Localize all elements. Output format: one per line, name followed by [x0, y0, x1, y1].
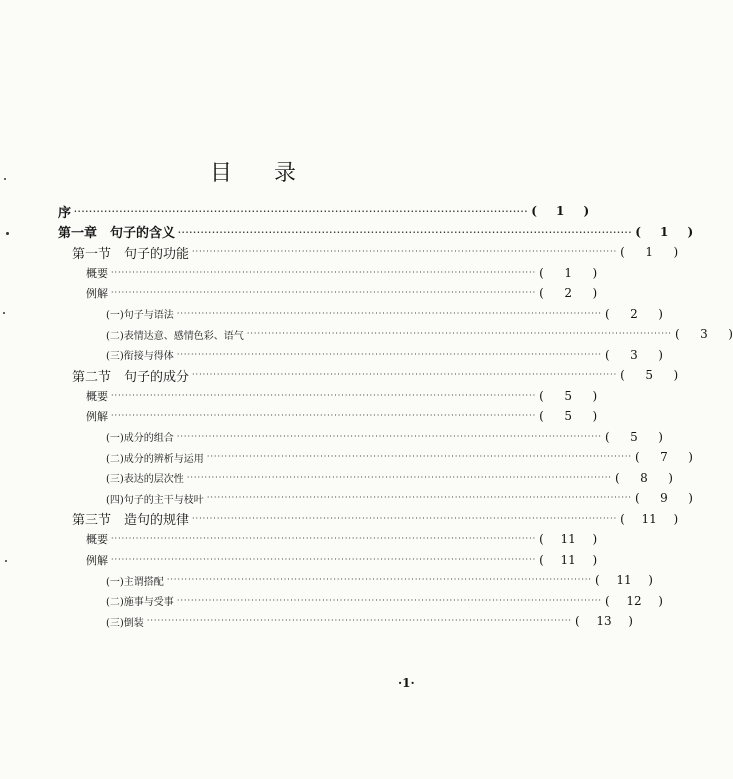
dot-leader: ························································································································ — [166, 575, 592, 584]
toc-entry — [106, 304, 663, 324]
toc-entry-page: ( 3 ) — [604, 347, 663, 362]
toc-entry-label: (三)倒装 — [106, 617, 144, 629]
toc-entry — [106, 447, 693, 467]
page-ref: 3 — [630, 347, 638, 362]
dot-leader: ························································································································ — [206, 452, 632, 461]
toc-entry-page: ( 5 ) — [539, 409, 598, 423]
scan-speck — [4, 178, 6, 180]
page-ref: 13 — [596, 614, 612, 628]
toc-entry-page: ( 2 ) — [539, 286, 598, 300]
toc-entry-label: 第三节 造句的规律 — [72, 513, 190, 528]
toc-entry-page: ( 2 ) — [604, 306, 663, 321]
dot-leader: ························································································································ — [176, 595, 602, 605]
dot-leader: ························································································································ — [206, 493, 632, 502]
dot-leader: ························································································································ — [74, 206, 529, 216]
dot-leader: ························································································································ — [178, 226, 633, 237]
page-ref: 2 — [630, 306, 638, 321]
toc-entry — [106, 611, 633, 631]
page-ref: 11 — [641, 511, 657, 526]
toc-entry — [106, 324, 733, 344]
toc-entry-label: 第一节 句子的功能 — [72, 246, 190, 262]
scan-speck — [6, 232, 9, 235]
toc-entry — [86, 386, 598, 406]
dot-leader: ························································································································ — [192, 247, 618, 256]
toc-entry — [72, 365, 679, 385]
page-ref: 5 — [564, 409, 572, 423]
toc-entry-page: ( 1 ) — [620, 245, 679, 259]
toc-entry-label: (三)衔接与得体 — [106, 351, 174, 362]
toc-entry — [106, 345, 663, 365]
toc-entry — [72, 509, 679, 529]
toc-entry — [58, 201, 590, 221]
toc-entry — [106, 468, 673, 488]
page-ref: 5 — [630, 429, 638, 444]
toc-entry-label: 例解 — [86, 410, 108, 423]
dot-leader: ························································································································ — [192, 513, 618, 523]
toc-entry-page: ( 11 ) — [539, 552, 598, 567]
toc-entry-page: ( 7 ) — [634, 450, 693, 464]
page-ref: 11 — [560, 532, 576, 546]
dot-leader: ························································································································ — [111, 411, 537, 420]
toc-entry — [86, 406, 598, 426]
toc-entry-page: ( 1 ) — [531, 204, 590, 218]
toc-entry — [106, 570, 653, 590]
toc-entry-label: 例解 — [86, 553, 108, 567]
page-ref: 1 — [660, 224, 669, 239]
toc-entry-page: ( 5 ) — [620, 368, 679, 382]
page-ref: 3 — [700, 327, 708, 341]
dot-leader: ························································································································ — [176, 349, 602, 359]
toc-entry-page: ( 9 ) — [634, 491, 693, 505]
page-ref: 1 — [556, 204, 565, 218]
toc-entry-label: (一)句子与语法 — [106, 310, 174, 321]
toc-entry-page: ( 11 ) — [594, 573, 653, 587]
dot-leader: ························································································································ — [111, 288, 537, 297]
toc-entry-page: ( 3 ) — [674, 327, 733, 341]
toc-entry-label: (二)表情达意、感情色彩、语气 — [106, 330, 244, 342]
toc-entry — [72, 242, 679, 262]
toc-entry-label: 概要 — [86, 389, 108, 403]
page-ref: 2 — [564, 286, 572, 300]
title-char-1: 目 — [209, 161, 232, 186]
toc-entry-page: ( 11 ) — [539, 532, 598, 546]
dot-leader: ························································································································ — [146, 616, 572, 625]
toc-entry — [106, 427, 663, 447]
toc-entry-page: ( 5 ) — [539, 388, 598, 403]
toc-entry-label: 例解 — [86, 287, 108, 300]
page-ref: 1 — [564, 265, 572, 280]
toc-entry-label: (二)成分的辨析与运用 — [106, 453, 204, 465]
toc-entry — [86, 550, 598, 570]
toc-entry — [106, 488, 693, 508]
toc-entry-label: (一)主谓搭配 — [106, 576, 164, 588]
page-ref: 8 — [640, 470, 648, 485]
dot-leader: ························································································································ — [246, 329, 672, 338]
toc-entry-label: 序 — [58, 205, 72, 221]
dot-leader: ························································································································ — [186, 472, 612, 482]
scan-speck — [3, 312, 5, 314]
toc-entry-label: 第二节 句子的成分 — [72, 369, 190, 385]
toc-entry-page: ( 5 ) — [604, 429, 663, 444]
toc-entry-page: ( 1 ) — [539, 265, 598, 280]
page-ref: 11 — [560, 552, 576, 567]
toc-entry-label: (一)成分的组合 — [106, 433, 174, 444]
toc-entry-label: (三)表达的层次性 — [106, 474, 184, 485]
toc-entry-label: 概要 — [86, 533, 108, 546]
page-ref: 9 — [660, 491, 668, 505]
dot-leader: ························································································································ — [176, 431, 602, 441]
toc-entry — [86, 263, 598, 283]
title-char-2: 录 — [274, 161, 297, 186]
page-ref: 7 — [660, 450, 668, 464]
toc-entry-label: (二)施事与受事 — [106, 597, 174, 608]
toc-entry-page: ( 13 ) — [574, 614, 633, 628]
toc-entry-page: ( 1 ) — [635, 224, 694, 239]
toc-entry-page: ( 8 ) — [614, 470, 673, 485]
toc-entry-page: ( 11 ) — [620, 511, 679, 526]
dot-leader: ························································································································ — [111, 554, 537, 564]
toc-entry — [58, 222, 694, 242]
dot-leader: ························································································································ — [111, 534, 537, 543]
toc-entry — [86, 529, 598, 549]
toc-entry — [106, 591, 663, 611]
page-ref: 5 — [564, 388, 572, 403]
dot-leader: ························································································································ — [111, 267, 537, 277]
dot-leader: ························································································································ — [111, 390, 537, 400]
toc-entry — [86, 283, 598, 303]
page-number: ·1· — [398, 676, 415, 690]
dot-leader: ························································································································ — [192, 370, 618, 379]
scan-speck — [5, 560, 7, 562]
dot-leader: ························································································································ — [176, 308, 602, 318]
toc-entry-label: 概要 — [86, 266, 108, 280]
toc-entry-page: ( 12 ) — [604, 593, 663, 608]
page-ref: 1 — [645, 245, 653, 259]
page-ref: 11 — [616, 573, 632, 587]
toc-entry-label: (四)句子的主干与枝叶 — [106, 494, 204, 506]
toc-entry-label: 第一章 句子的含义 — [58, 226, 176, 241]
page-ref: 5 — [645, 368, 653, 382]
page-ref: 12 — [626, 593, 642, 608]
page-title — [0, 156, 506, 187]
